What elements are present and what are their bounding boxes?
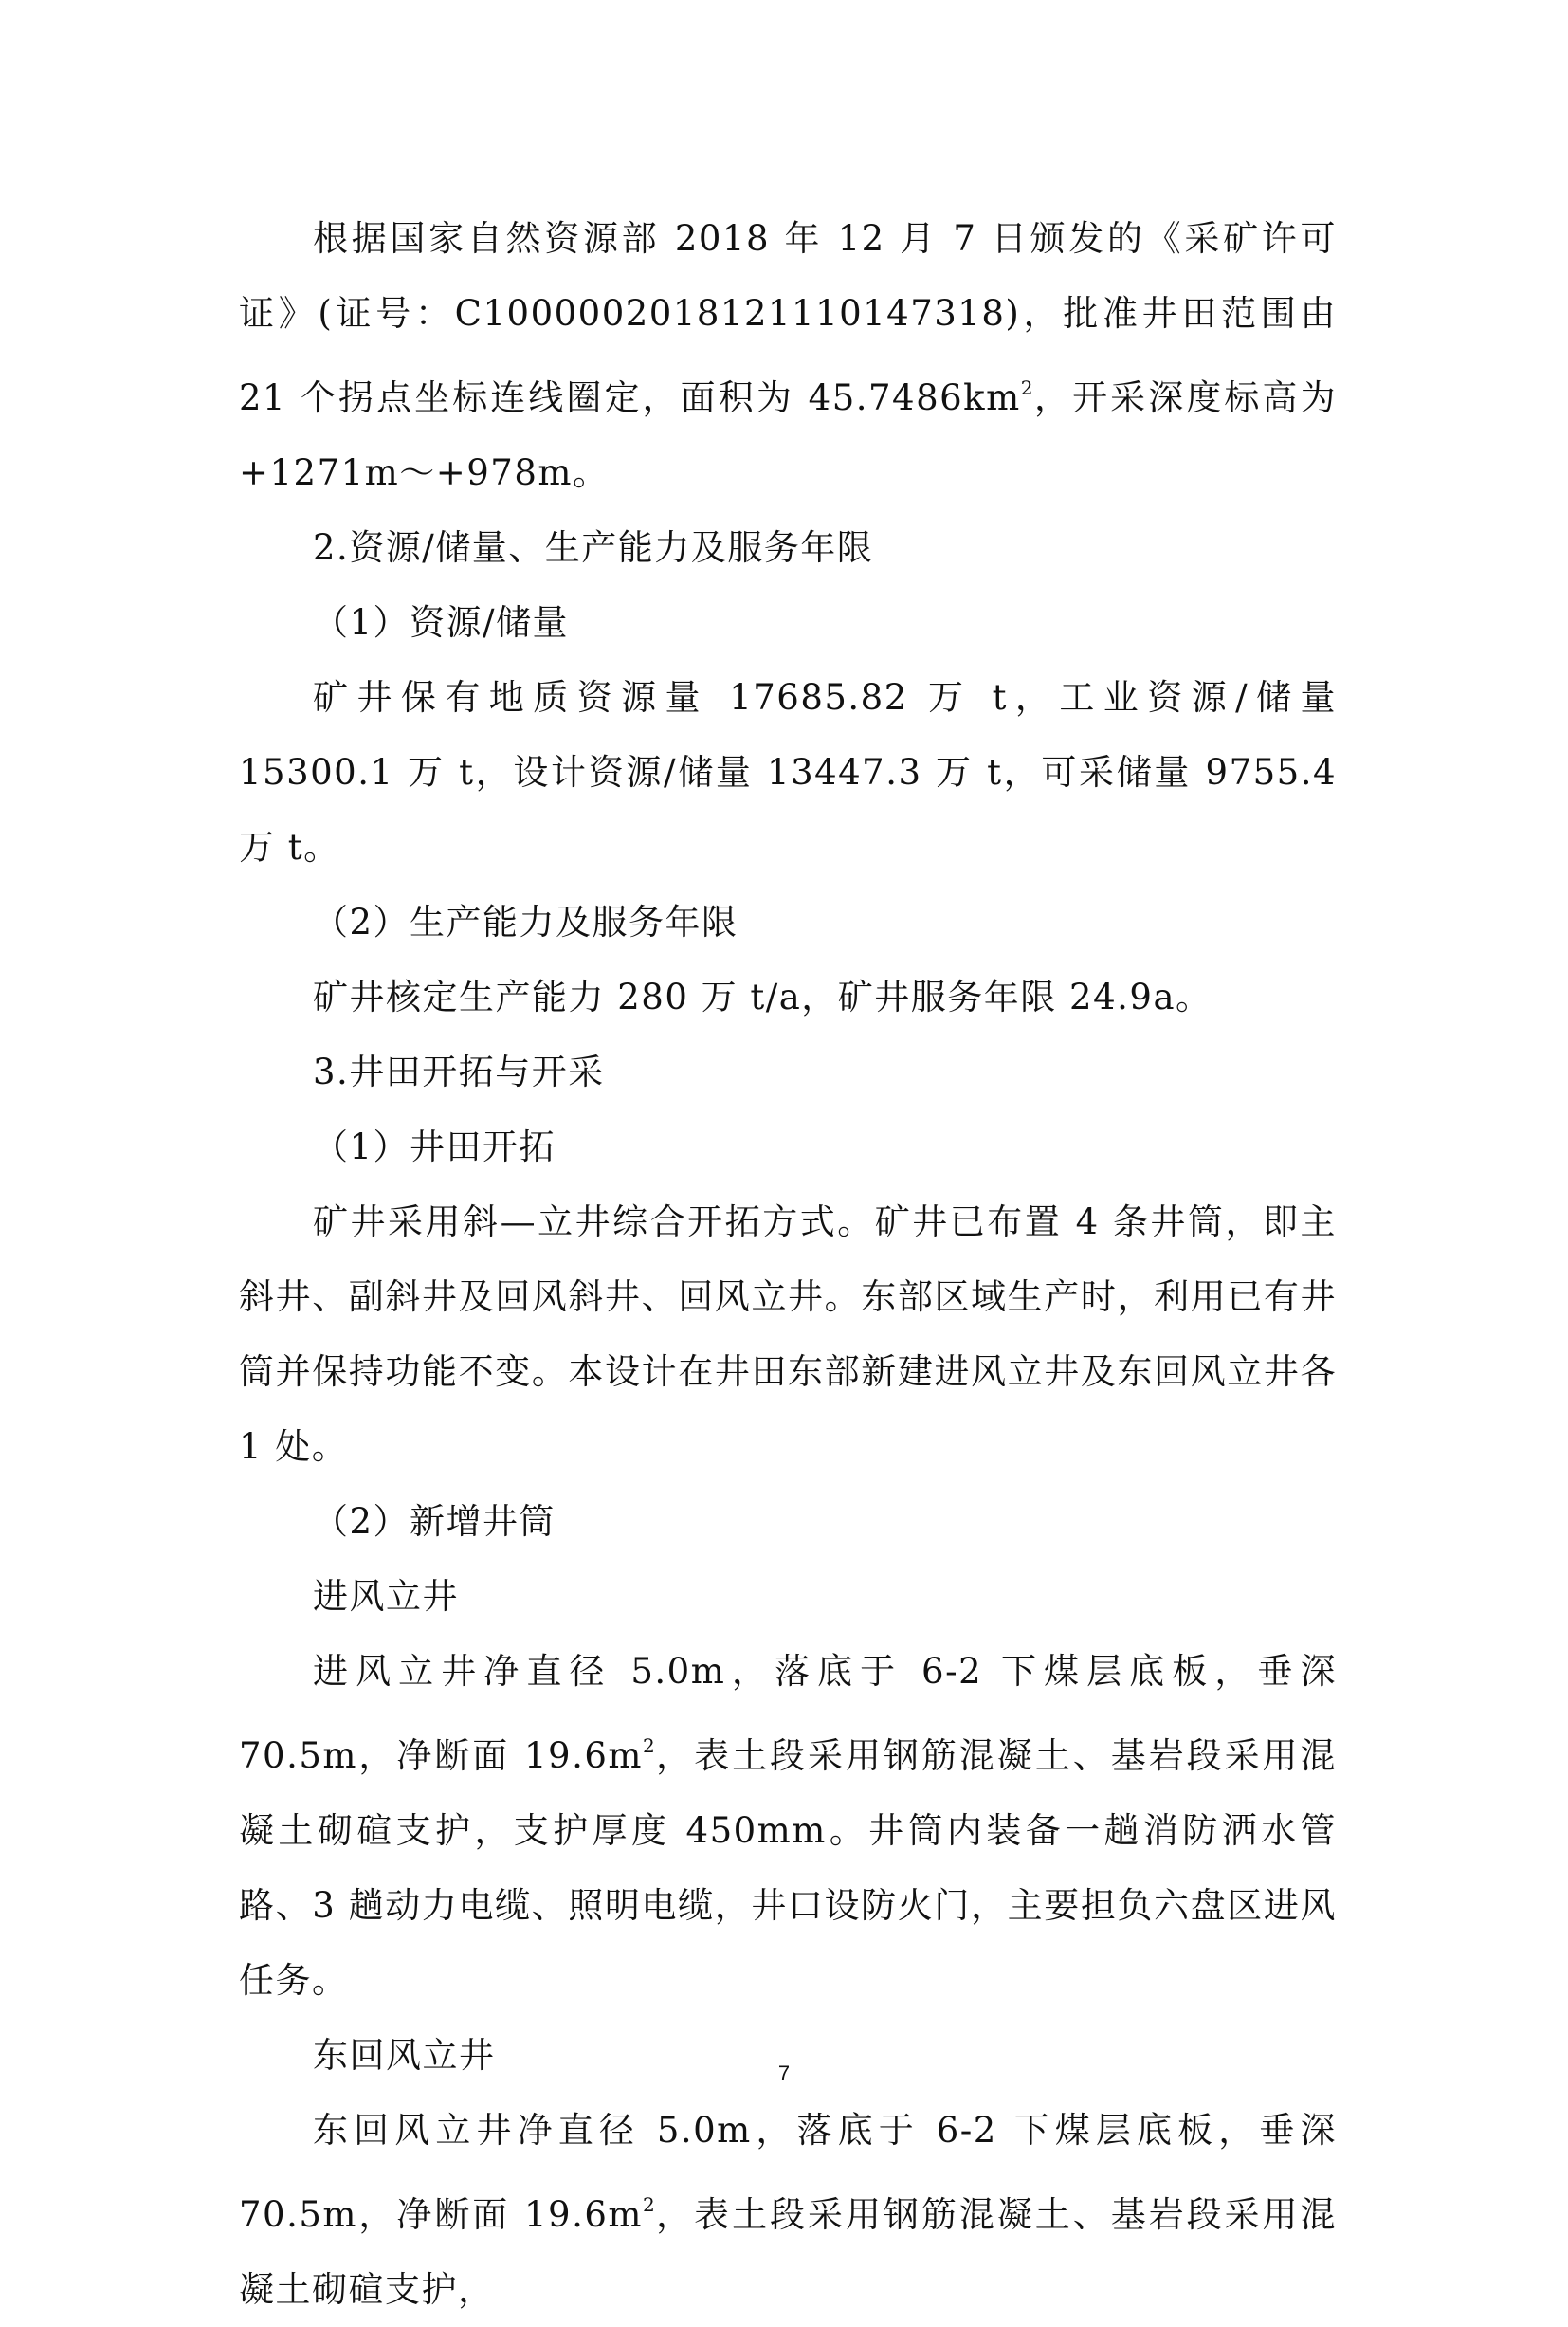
subheading-east-return-shaft: 东回风立井 bbox=[313, 2035, 496, 2076]
paragraph-text: ，表土段采用钢筋混凝土、基岩段采用混凝土砌碹支护， bbox=[239, 2194, 1337, 2310]
paragraph-text: ，表土段采用钢筋混凝土、基岩段采用混凝土砌碹支护，支护厚度 450mm。井筒内装备一趟消防洒水管路、3 趟动力电缆、照明电缆，井口设防火门，主要担负六盘区进风任务。 bbox=[239, 1735, 1337, 2001]
heading-resources-capacity: 2.资源/储量、生产能力及服务年限 bbox=[313, 527, 874, 568]
subheading-capacity: （2）生产能力及服务年限 bbox=[313, 902, 738, 943]
paragraph-text: 东回风立井净直径 5.0m，落底于 6-2 下煤层底板，垂深 70.5m，净断面 19.6m bbox=[239, 2110, 1337, 2235]
page-number: 7 bbox=[777, 2061, 791, 2085]
paragraph-text: 进风立井净直径 5.0m，落底于 6-2 下煤层底板，垂深 70.5m，净断面 19.6m bbox=[239, 1651, 1337, 1776]
paragraph-capacity: 矿井核定生产能力 280 万 t/a，矿井服务年限 24.9a。 bbox=[313, 977, 1212, 1017]
document-body bbox=[239, 201, 1337, 2327]
subheading-new-shafts: （2）新增井筒 bbox=[313, 1501, 556, 1542]
paragraph-development: 矿井采用斜—立井综合开拓方式。矿井已布置 4 条井筒，即主斜井、副斜井及回风斜井、回风立井。东部区域生产时，利用已有井筒并保持功能不变。本设计在井田东部新建进风立井及东回风立井各 1 处。 bbox=[239, 1201, 1337, 1467]
superscript: 2 bbox=[642, 2193, 655, 2216]
paragraph-east-return-shaft bbox=[239, 2093, 1337, 2327]
paragraph-resources: 矿井保有地质资源量 17685.82 万 t，工业资源/储量 15300.1 万 t，设计资源/储量 13447.3 万 t，可采储量 9755.4 万 t。 bbox=[239, 677, 1337, 868]
subheading-resources: （1）资源/储量 bbox=[313, 602, 570, 643]
subheading-field-development: （1）井田开拓 bbox=[313, 1127, 556, 1167]
paragraph-text: ，开采深度标高为+1271m～+978m。 bbox=[239, 377, 1337, 493]
paragraph-text: 根据国家自然资源部 2018 年 12 月 7 日颁发的《采矿许可证》(证号：C1000002018121110147318)，批准井田范围由 21 个拐点坐标连线圈定，面积为 45.7486km bbox=[239, 218, 1337, 418]
heading-development: 3.井田开拓与开采 bbox=[313, 1052, 605, 1092]
superscript: 2 bbox=[642, 1734, 655, 1757]
paragraph-mining-license bbox=[239, 201, 1337, 510]
subheading-intake-shaft: 进风立井 bbox=[313, 1576, 459, 1617]
superscript: 2 bbox=[1020, 376, 1033, 399]
paragraph-intake-shaft bbox=[239, 1634, 1337, 2018]
